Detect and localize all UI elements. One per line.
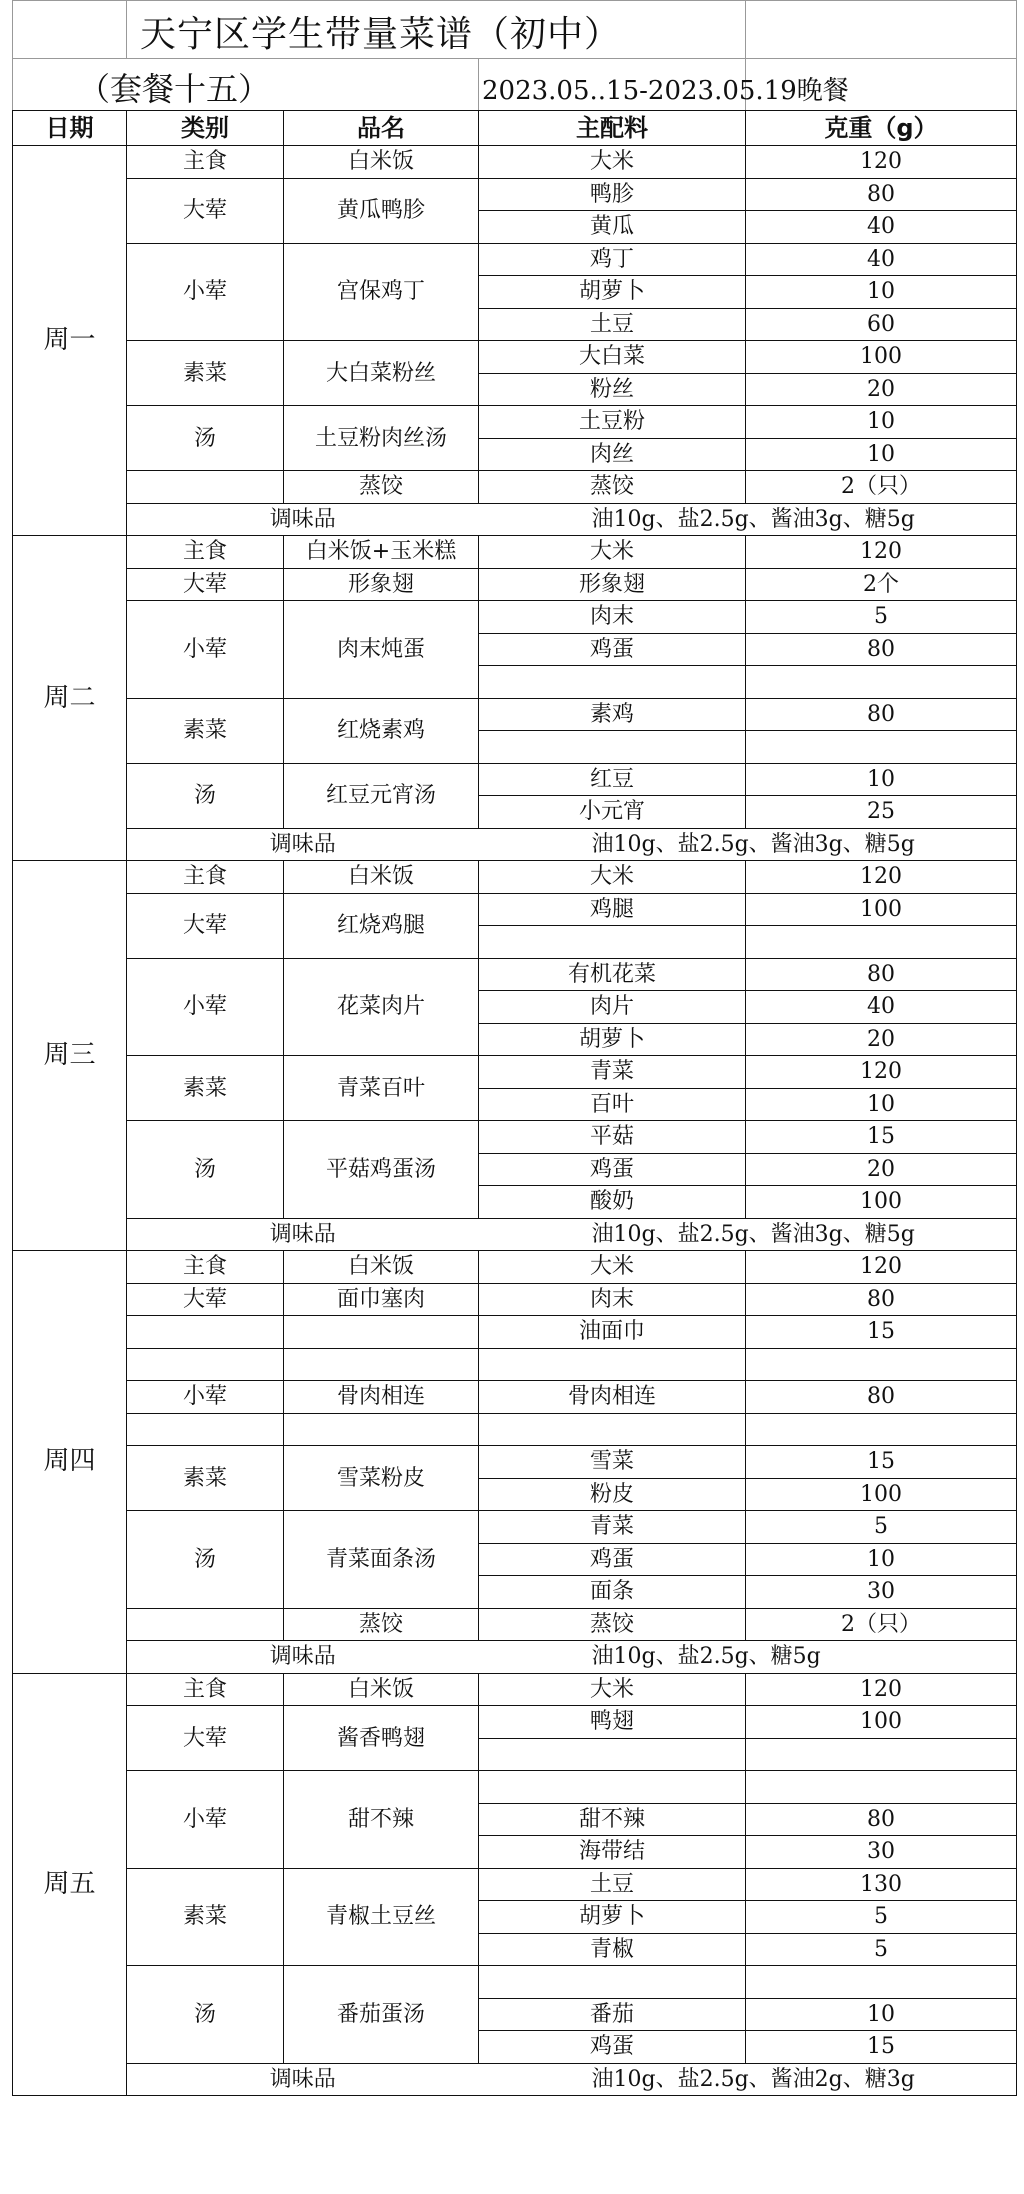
header-row	[13, 111, 1017, 146]
dish-cell: 宫保鸡丁	[284, 243, 479, 341]
dish-cell: 大白菜粉丝	[284, 341, 479, 406]
weight-cell: 25	[746, 796, 1017, 829]
seasoning-label: 调味品	[127, 503, 479, 536]
header-date: 日期	[13, 111, 127, 146]
ingredient-cell: 胡萝卜	[479, 1023, 746, 1056]
ingredient-cell: 海带结	[479, 1836, 746, 1869]
weight-cell: 30	[746, 1576, 1017, 1609]
category-cell: 汤	[127, 406, 284, 471]
table-row	[13, 1348, 1017, 1381]
weight-cell: 30	[746, 1836, 1017, 1869]
category-cell: 大荤	[127, 1706, 284, 1771]
ingredient-cell: 土豆粉	[479, 406, 746, 439]
ingredient-cell: 胡萝卜	[479, 276, 746, 309]
table-row	[13, 1413, 1017, 1446]
category-cell: 小荤	[127, 1381, 284, 1414]
dish-cell	[284, 1413, 479, 1446]
header-ingredient: 主配料	[479, 111, 746, 146]
page-title: 天宁区学生带量菜谱（初中）	[140, 14, 622, 55]
category-cell: 大荤	[127, 1283, 284, 1316]
dish-cell: 雪菜粉皮	[284, 1446, 479, 1511]
dish-cell: 蒸饺	[284, 1608, 479, 1641]
seasoning-row	[13, 1218, 1017, 1251]
category-cell: 主食	[127, 1251, 284, 1284]
category-cell: 素菜	[127, 1446, 284, 1511]
weight-cell: 100	[746, 893, 1017, 926]
ingredient-cell	[479, 1966, 746, 1999]
ingredient-cell: 胡萝卜	[479, 1901, 746, 1934]
menu-body	[13, 146, 1017, 2096]
ingredient-cell: 小元宵	[479, 796, 746, 829]
dish-cell: 花菜肉片	[284, 958, 479, 1056]
ingredient-cell: 肉片	[479, 991, 746, 1024]
weight-cell: 120	[746, 861, 1017, 894]
ingredient-cell: 大米	[479, 1251, 746, 1284]
weight-cell: 40	[746, 991, 1017, 1024]
ingredient-cell: 鸡腿	[479, 893, 746, 926]
ingredient-cell: 大米	[479, 1673, 746, 1706]
category-cell: 主食	[127, 146, 284, 179]
weight-cell: 80	[746, 698, 1017, 731]
weight-cell: 120	[746, 146, 1017, 179]
dish-cell: 平菇鸡蛋汤	[284, 1121, 479, 1219]
menu-table	[12, 110, 1017, 2096]
table-row	[13, 1446, 1017, 1479]
ingredient-cell: 鸡蛋	[479, 2031, 746, 2064]
seasoning-row	[13, 503, 1017, 536]
ingredient-cell: 大米	[479, 861, 746, 894]
table-row	[13, 1673, 1017, 1706]
seasoning-value: 油10g、盐2.5g、酱油3g、糖5g	[479, 1218, 1017, 1251]
weight-cell: 10	[746, 763, 1017, 796]
category-cell: 素菜	[127, 698, 284, 763]
day-cell: 周四	[13, 1251, 127, 1674]
seasoning-label: 调味品	[127, 1218, 479, 1251]
table-row	[13, 471, 1017, 504]
ingredient-cell: 粉丝	[479, 373, 746, 406]
ingredient-cell: 番茄	[479, 1998, 746, 2031]
category-cell: 主食	[127, 861, 284, 894]
dish-cell: 酱香鸭翅	[284, 1706, 479, 1771]
ingredient-cell: 肉末	[479, 1283, 746, 1316]
header-category: 类别	[127, 111, 284, 146]
seasoning-row	[13, 2063, 1017, 2096]
table-row	[13, 341, 1017, 374]
seasoning-value: 油10g、盐2.5g、酱油3g、糖5g	[479, 503, 1017, 536]
ingredient-cell: 面条	[479, 1576, 746, 1609]
weight-cell: 80	[746, 178, 1017, 211]
ingredient-cell: 鸡蛋	[479, 1153, 746, 1186]
weight-cell	[746, 1738, 1017, 1771]
ingredient-cell: 鸡丁	[479, 243, 746, 276]
weight-cell: 2（只）	[746, 471, 1017, 504]
weight-cell: 15	[746, 1446, 1017, 1479]
weight-cell: 100	[746, 1706, 1017, 1739]
seasoning-label: 调味品	[127, 828, 479, 861]
table-row	[13, 601, 1017, 634]
ingredient-cell: 酸奶	[479, 1186, 746, 1219]
table-row	[13, 893, 1017, 926]
table-row	[13, 1706, 1017, 1739]
table-row	[13, 1251, 1017, 1284]
seasoning-label: 调味品	[127, 2063, 479, 2096]
category-cell: 小荤	[127, 958, 284, 1056]
ingredient-cell: 土豆	[479, 1868, 746, 1901]
weight-cell: 120	[746, 1673, 1017, 1706]
ingredient-cell	[479, 666, 746, 699]
table-row	[13, 1121, 1017, 1154]
weight-cell: 130	[746, 1868, 1017, 1901]
seasoning-value: 油10g、盐2.5g、糖5g	[479, 1641, 1017, 1674]
ingredient-cell	[479, 1413, 746, 1446]
category-cell	[127, 471, 284, 504]
dish-cell: 土豆粉肉丝汤	[284, 406, 479, 471]
category-cell: 主食	[127, 1673, 284, 1706]
ingredient-cell: 素鸡	[479, 698, 746, 731]
table-row	[13, 1283, 1017, 1316]
header-dish: 品名	[284, 111, 479, 146]
weight-cell: 5	[746, 1511, 1017, 1544]
day-cell: 周三	[13, 861, 127, 1251]
weight-cell: 10	[746, 1088, 1017, 1121]
ingredient-cell: 肉丝	[479, 438, 746, 471]
weight-cell: 2（只）	[746, 1608, 1017, 1641]
title-row	[0, 0, 1024, 58]
ingredient-cell: 平菇	[479, 1121, 746, 1154]
table-row	[13, 178, 1017, 211]
dish-cell: 形象翅	[284, 568, 479, 601]
ingredient-cell	[479, 1348, 746, 1381]
ingredient-cell: 鸡蛋	[479, 1543, 746, 1576]
dish-cell: 肉末炖蛋	[284, 601, 479, 699]
weight-cell: 2个	[746, 568, 1017, 601]
seasoning-row	[13, 1641, 1017, 1674]
ingredient-cell: 骨肉相连	[479, 1381, 746, 1414]
dish-cell: 番茄蛋汤	[284, 1966, 479, 2064]
dish-cell: 白米饭+玉米糕	[284, 536, 479, 569]
ingredient-cell: 雪菜	[479, 1446, 746, 1479]
ingredient-cell	[479, 926, 746, 959]
weight-cell: 5	[746, 601, 1017, 634]
category-cell: 汤	[127, 763, 284, 828]
dish-cell: 面巾塞肉	[284, 1283, 479, 1316]
category-cell: 小荤	[127, 1771, 284, 1869]
date-range: 2023.05..15-2023.05.19晚餐	[482, 76, 849, 106]
category-cell: 汤	[127, 1121, 284, 1219]
weight-cell: 10	[746, 1998, 1017, 2031]
weight-cell: 5	[746, 1933, 1017, 1966]
ingredient-cell: 红豆	[479, 763, 746, 796]
weight-cell: 10	[746, 406, 1017, 439]
category-cell: 大荤	[127, 568, 284, 601]
ingredient-cell: 大米	[479, 146, 746, 179]
weight-cell: 60	[746, 308, 1017, 341]
weight-cell	[746, 1348, 1017, 1381]
ingredient-cell: 鸭翅	[479, 1706, 746, 1739]
seasoning-label: 调味品	[127, 1641, 479, 1674]
table-row	[13, 536, 1017, 569]
category-cell: 汤	[127, 1511, 284, 1609]
weight-cell: 80	[746, 633, 1017, 666]
weight-cell: 10	[746, 276, 1017, 309]
dish-cell: 红烧鸡腿	[284, 893, 479, 958]
ingredient-cell: 黄瓜	[479, 211, 746, 244]
dish-cell: 红豆元宵汤	[284, 763, 479, 828]
table-row	[13, 146, 1017, 179]
weight-cell	[746, 731, 1017, 764]
weight-cell	[746, 666, 1017, 699]
weight-cell: 15	[746, 2031, 1017, 2064]
weight-cell: 40	[746, 243, 1017, 276]
day-cell: 周五	[13, 1673, 127, 2096]
weight-cell: 40	[746, 211, 1017, 244]
category-cell: 大荤	[127, 893, 284, 958]
category-cell	[127, 1413, 284, 1446]
seasoning-value: 油10g、盐2.5g、酱油3g、糖5g	[479, 828, 1017, 861]
dish-cell: 白米饭	[284, 1251, 479, 1284]
dish-cell: 黄瓜鸭胗	[284, 178, 479, 243]
dish-cell: 蒸饺	[284, 471, 479, 504]
table-row	[13, 1771, 1017, 1804]
ingredient-cell: 鸡蛋	[479, 633, 746, 666]
table-row	[13, 1966, 1017, 1999]
ingredient-cell	[479, 1738, 746, 1771]
table-row	[13, 958, 1017, 991]
table-row	[13, 568, 1017, 601]
table-row	[13, 1381, 1017, 1414]
weight-cell: 100	[746, 341, 1017, 374]
header-weight: 克重（g）	[746, 111, 1017, 146]
ingredient-cell: 百叶	[479, 1088, 746, 1121]
ingredient-cell	[479, 731, 746, 764]
seasoning-row	[13, 828, 1017, 861]
weight-cell	[746, 1413, 1017, 1446]
weight-cell: 20	[746, 1153, 1017, 1186]
dish-cell: 青椒土豆丝	[284, 1868, 479, 1966]
weight-cell: 15	[746, 1121, 1017, 1154]
ingredient-cell: 蒸饺	[479, 1608, 746, 1641]
ingredient-cell: 形象翅	[479, 568, 746, 601]
ingredient-cell: 粉皮	[479, 1478, 746, 1511]
ingredient-cell: 有机花菜	[479, 958, 746, 991]
table-row	[13, 861, 1017, 894]
dish-cell: 白米饭	[284, 146, 479, 179]
weight-cell: 10	[746, 1543, 1017, 1576]
ingredient-cell: 甜不辣	[479, 1803, 746, 1836]
table-row	[13, 243, 1017, 276]
weight-cell: 5	[746, 1901, 1017, 1934]
category-cell	[127, 1316, 284, 1349]
dish-cell	[284, 1316, 479, 1349]
weight-cell: 20	[746, 1023, 1017, 1056]
ingredient-cell: 大白菜	[479, 341, 746, 374]
ingredient-cell: 蒸饺	[479, 471, 746, 504]
table-row	[13, 1868, 1017, 1901]
weight-cell: 120	[746, 536, 1017, 569]
category-cell: 素菜	[127, 1868, 284, 1966]
category-cell: 小荤	[127, 601, 284, 699]
dish-cell: 白米饭	[284, 1673, 479, 1706]
table-row	[13, 1608, 1017, 1641]
ingredient-cell: 肉末	[479, 601, 746, 634]
table-row	[13, 1056, 1017, 1089]
category-cell: 小荤	[127, 243, 284, 341]
weight-cell: 10	[746, 438, 1017, 471]
weight-cell	[746, 1966, 1017, 1999]
table-row	[13, 1316, 1017, 1349]
table-row	[13, 698, 1017, 731]
weight-cell: 80	[746, 1283, 1017, 1316]
weight-cell	[746, 926, 1017, 959]
ingredient-cell: 青菜	[479, 1511, 746, 1544]
weight-cell: 120	[746, 1251, 1017, 1284]
seasoning-value: 油10g、盐2.5g、酱油2g、糖3g	[479, 2063, 1017, 2096]
table-row	[13, 1511, 1017, 1544]
category-cell: 主食	[127, 536, 284, 569]
dish-cell: 青菜百叶	[284, 1056, 479, 1121]
category-cell: 大荤	[127, 178, 284, 243]
weight-cell: 80	[746, 1803, 1017, 1836]
dish-cell: 骨肉相连	[284, 1381, 479, 1414]
weight-cell: 100	[746, 1186, 1017, 1219]
dish-cell: 白米饭	[284, 861, 479, 894]
weight-cell: 100	[746, 1478, 1017, 1511]
package-label: （套餐十五）	[78, 70, 271, 108]
category-cell: 素菜	[127, 341, 284, 406]
weight-cell: 80	[746, 1381, 1017, 1414]
category-cell: 素菜	[127, 1056, 284, 1121]
category-cell	[127, 1348, 284, 1381]
ingredient-cell: 大米	[479, 536, 746, 569]
ingredient-cell: 鸭胗	[479, 178, 746, 211]
ingredient-cell: 油面巾	[479, 1316, 746, 1349]
ingredient-cell: 青菜	[479, 1056, 746, 1089]
dish-cell: 红烧素鸡	[284, 698, 479, 763]
day-cell: 周一	[13, 146, 127, 536]
weight-cell: 120	[746, 1056, 1017, 1089]
weight-cell: 20	[746, 373, 1017, 406]
dish-cell	[284, 1348, 479, 1381]
weight-cell	[746, 1771, 1017, 1804]
category-cell	[127, 1608, 284, 1641]
dish-cell: 甜不辣	[284, 1771, 479, 1869]
day-cell: 周二	[13, 536, 127, 861]
ingredient-cell: 土豆	[479, 308, 746, 341]
category-cell: 汤	[127, 1966, 284, 2064]
weight-cell: 15	[746, 1316, 1017, 1349]
dish-cell: 青菜面条汤	[284, 1511, 479, 1609]
weight-cell: 80	[746, 958, 1017, 991]
ingredient-cell: 青椒	[479, 1933, 746, 1966]
table-row	[13, 763, 1017, 796]
ingredient-cell	[479, 1771, 746, 1804]
table-row	[13, 406, 1017, 439]
